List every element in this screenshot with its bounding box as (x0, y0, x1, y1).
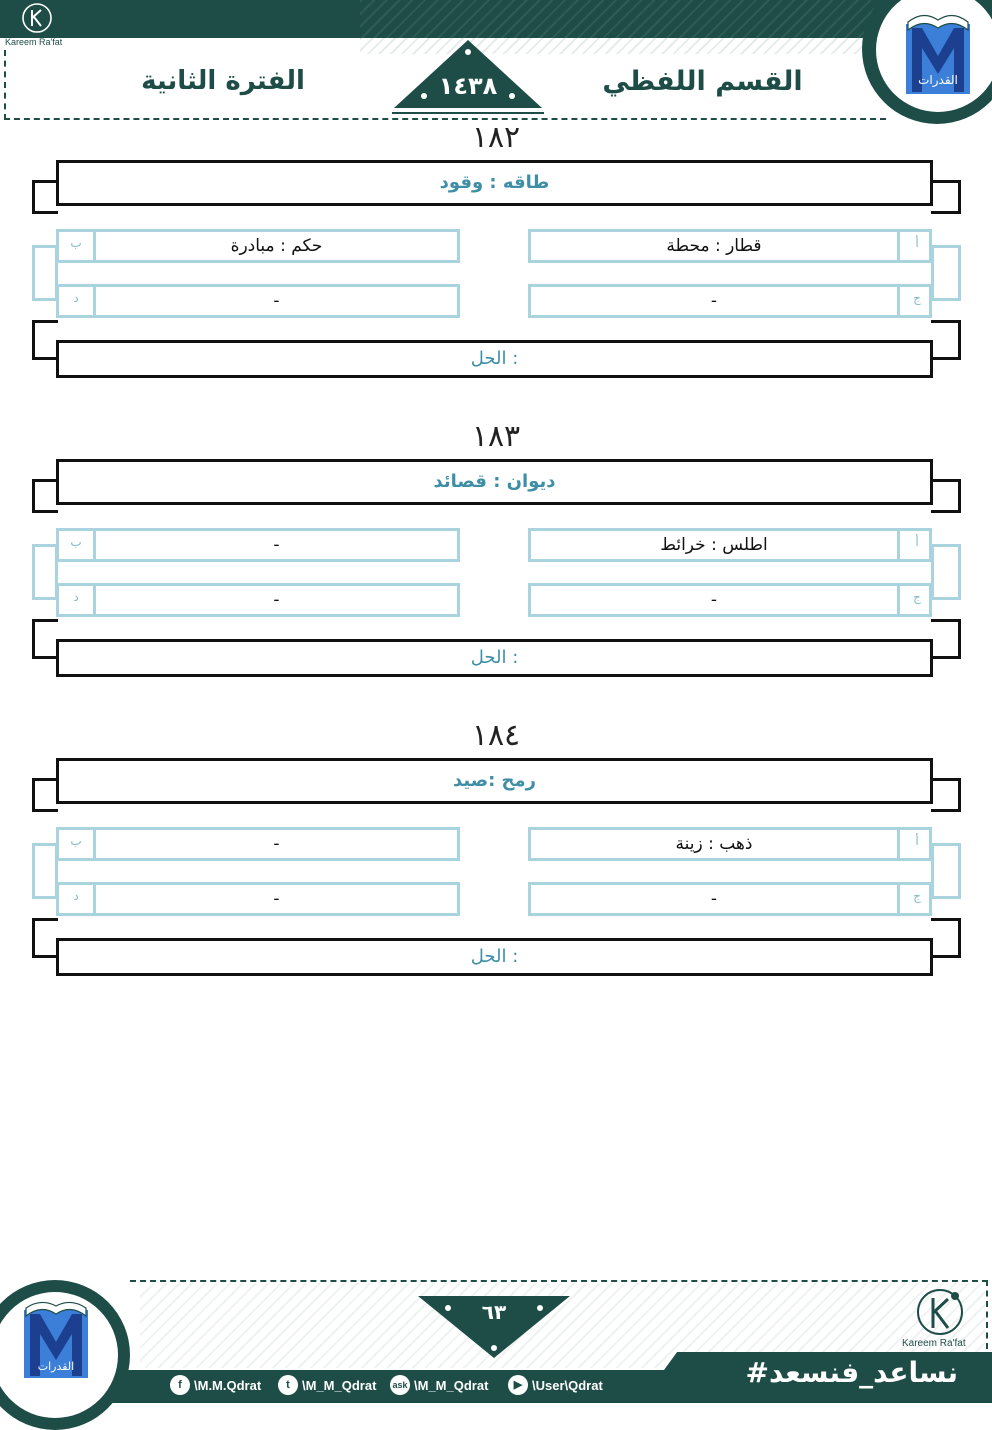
bracket-top-left (32, 778, 58, 812)
facebook-handle: \M.M.Qdrat (194, 1377, 262, 1393)
option-bracket-right (931, 843, 961, 899)
svg-text:القدرات: القدرات (918, 73, 958, 87)
social-facebook[interactable] (170, 1376, 261, 1394)
bracket-top-left (32, 479, 58, 513)
period-title: الفترة الثانية (141, 66, 305, 96)
bracket-top-right (931, 180, 961, 214)
ask-icon: ask (390, 1375, 410, 1395)
option-b-text: حكم : مبادرة (230, 236, 323, 256)
social-twitter[interactable] (278, 1376, 376, 1394)
bracket-top-right (931, 479, 961, 513)
option-b-label: ب (70, 535, 82, 549)
option-a-label: أ (915, 834, 919, 848)
twitter-handle: \M_M_Qdrat (302, 1377, 377, 1393)
facebook-icon: f (170, 1375, 190, 1395)
option-a-label: أ (915, 535, 919, 549)
bracket-bottom-right (931, 918, 961, 958)
option-d[interactable] (56, 583, 460, 617)
option-b[interactable] (56, 229, 460, 263)
solution-field[interactable]: الحل : (56, 639, 933, 677)
option-b-label: ب (70, 834, 82, 848)
option-d-text: - (273, 889, 280, 909)
social-ask[interactable] (390, 1376, 488, 1394)
k-brand-icon (910, 1286, 970, 1338)
option-a-text: اطلس : خرائط (660, 535, 768, 555)
question-number: ١٨٤ (471, 718, 521, 753)
option-d[interactable] (56, 882, 460, 916)
bracket-top-right (931, 778, 961, 812)
option-b-text: - (273, 834, 280, 854)
question-stem: ديوان : قصائد (56, 459, 933, 505)
question-number: ١٨٣ (471, 419, 521, 454)
option-bracket-left (32, 544, 58, 600)
option-b-text: - (273, 535, 280, 555)
section-title: القسم اللفظي (602, 66, 803, 97)
option-a-label: أ (915, 236, 919, 250)
bracket-bottom-right (931, 619, 961, 659)
question-stem: طاقه : وقود (56, 160, 933, 206)
youtube-icon: ▶ (508, 1375, 528, 1395)
option-b[interactable] (56, 528, 460, 562)
option-bracket-right (931, 544, 961, 600)
solution-field[interactable]: الحل : (56, 938, 933, 976)
option-c-text: - (710, 291, 718, 311)
hashtag: #نساعد_فنسعد (745, 1356, 958, 1389)
option-a[interactable] (528, 229, 932, 263)
option-b[interactable] (56, 827, 460, 861)
option-c-label: ج (913, 889, 921, 903)
option-a[interactable] (528, 827, 932, 861)
book-logo-icon (898, 8, 978, 100)
year-label: ١٤٣٨ (438, 72, 498, 100)
bracket-bottom-left (32, 320, 58, 360)
year-underline (392, 112, 544, 114)
option-d-text: - (273, 590, 280, 610)
twitter-icon: t (278, 1375, 298, 1395)
option-bracket-right (931, 245, 961, 301)
youtube-handle: \User\Qdrat (532, 1377, 603, 1393)
page-number: ٦٣ (481, 1300, 507, 1324)
footer-dashed-border (130, 1280, 988, 1283)
option-d[interactable] (56, 284, 460, 318)
k-brand-icon (18, 2, 56, 34)
option-c-text: - (710, 590, 718, 610)
brand-name-bottom: Kareem Ra'fat (902, 1338, 966, 1349)
social-youtube[interactable] (508, 1376, 603, 1394)
header-band (0, 0, 992, 38)
question-stem: رمح :صيد (56, 758, 933, 804)
option-c-text: - (710, 889, 718, 909)
bracket-top-left (32, 180, 58, 214)
option-a-text: ذهب : زينة (675, 834, 753, 854)
bracket-bottom-right (931, 320, 961, 360)
option-a-text: قطار : محطة (666, 236, 762, 256)
svg-text:القدرات: القدرات (37, 1360, 75, 1373)
ask-handle: \M_M_Qdrat (414, 1377, 489, 1393)
option-c-label: ج (913, 291, 921, 305)
bracket-bottom-left (32, 619, 58, 659)
option-a[interactable] (528, 528, 932, 562)
option-bracket-left (32, 245, 58, 301)
brand-name-top: Kareem Ra'fat (5, 37, 63, 47)
option-c[interactable] (528, 583, 932, 617)
option-c-label: ج (913, 590, 921, 604)
option-c[interactable] (528, 882, 932, 916)
option-d-text: - (273, 291, 280, 311)
bracket-bottom-left (32, 918, 58, 958)
book-logo-icon (16, 1298, 96, 1382)
option-d-label: د (73, 590, 79, 604)
option-bracket-left (32, 843, 58, 899)
option-d-label: د (73, 889, 79, 903)
solution-field[interactable]: الحل : (56, 340, 933, 378)
question-number: ١٨٢ (471, 120, 521, 155)
option-c[interactable] (528, 284, 932, 318)
option-b-label: ب (70, 236, 82, 250)
option-d-label: د (73, 291, 79, 305)
